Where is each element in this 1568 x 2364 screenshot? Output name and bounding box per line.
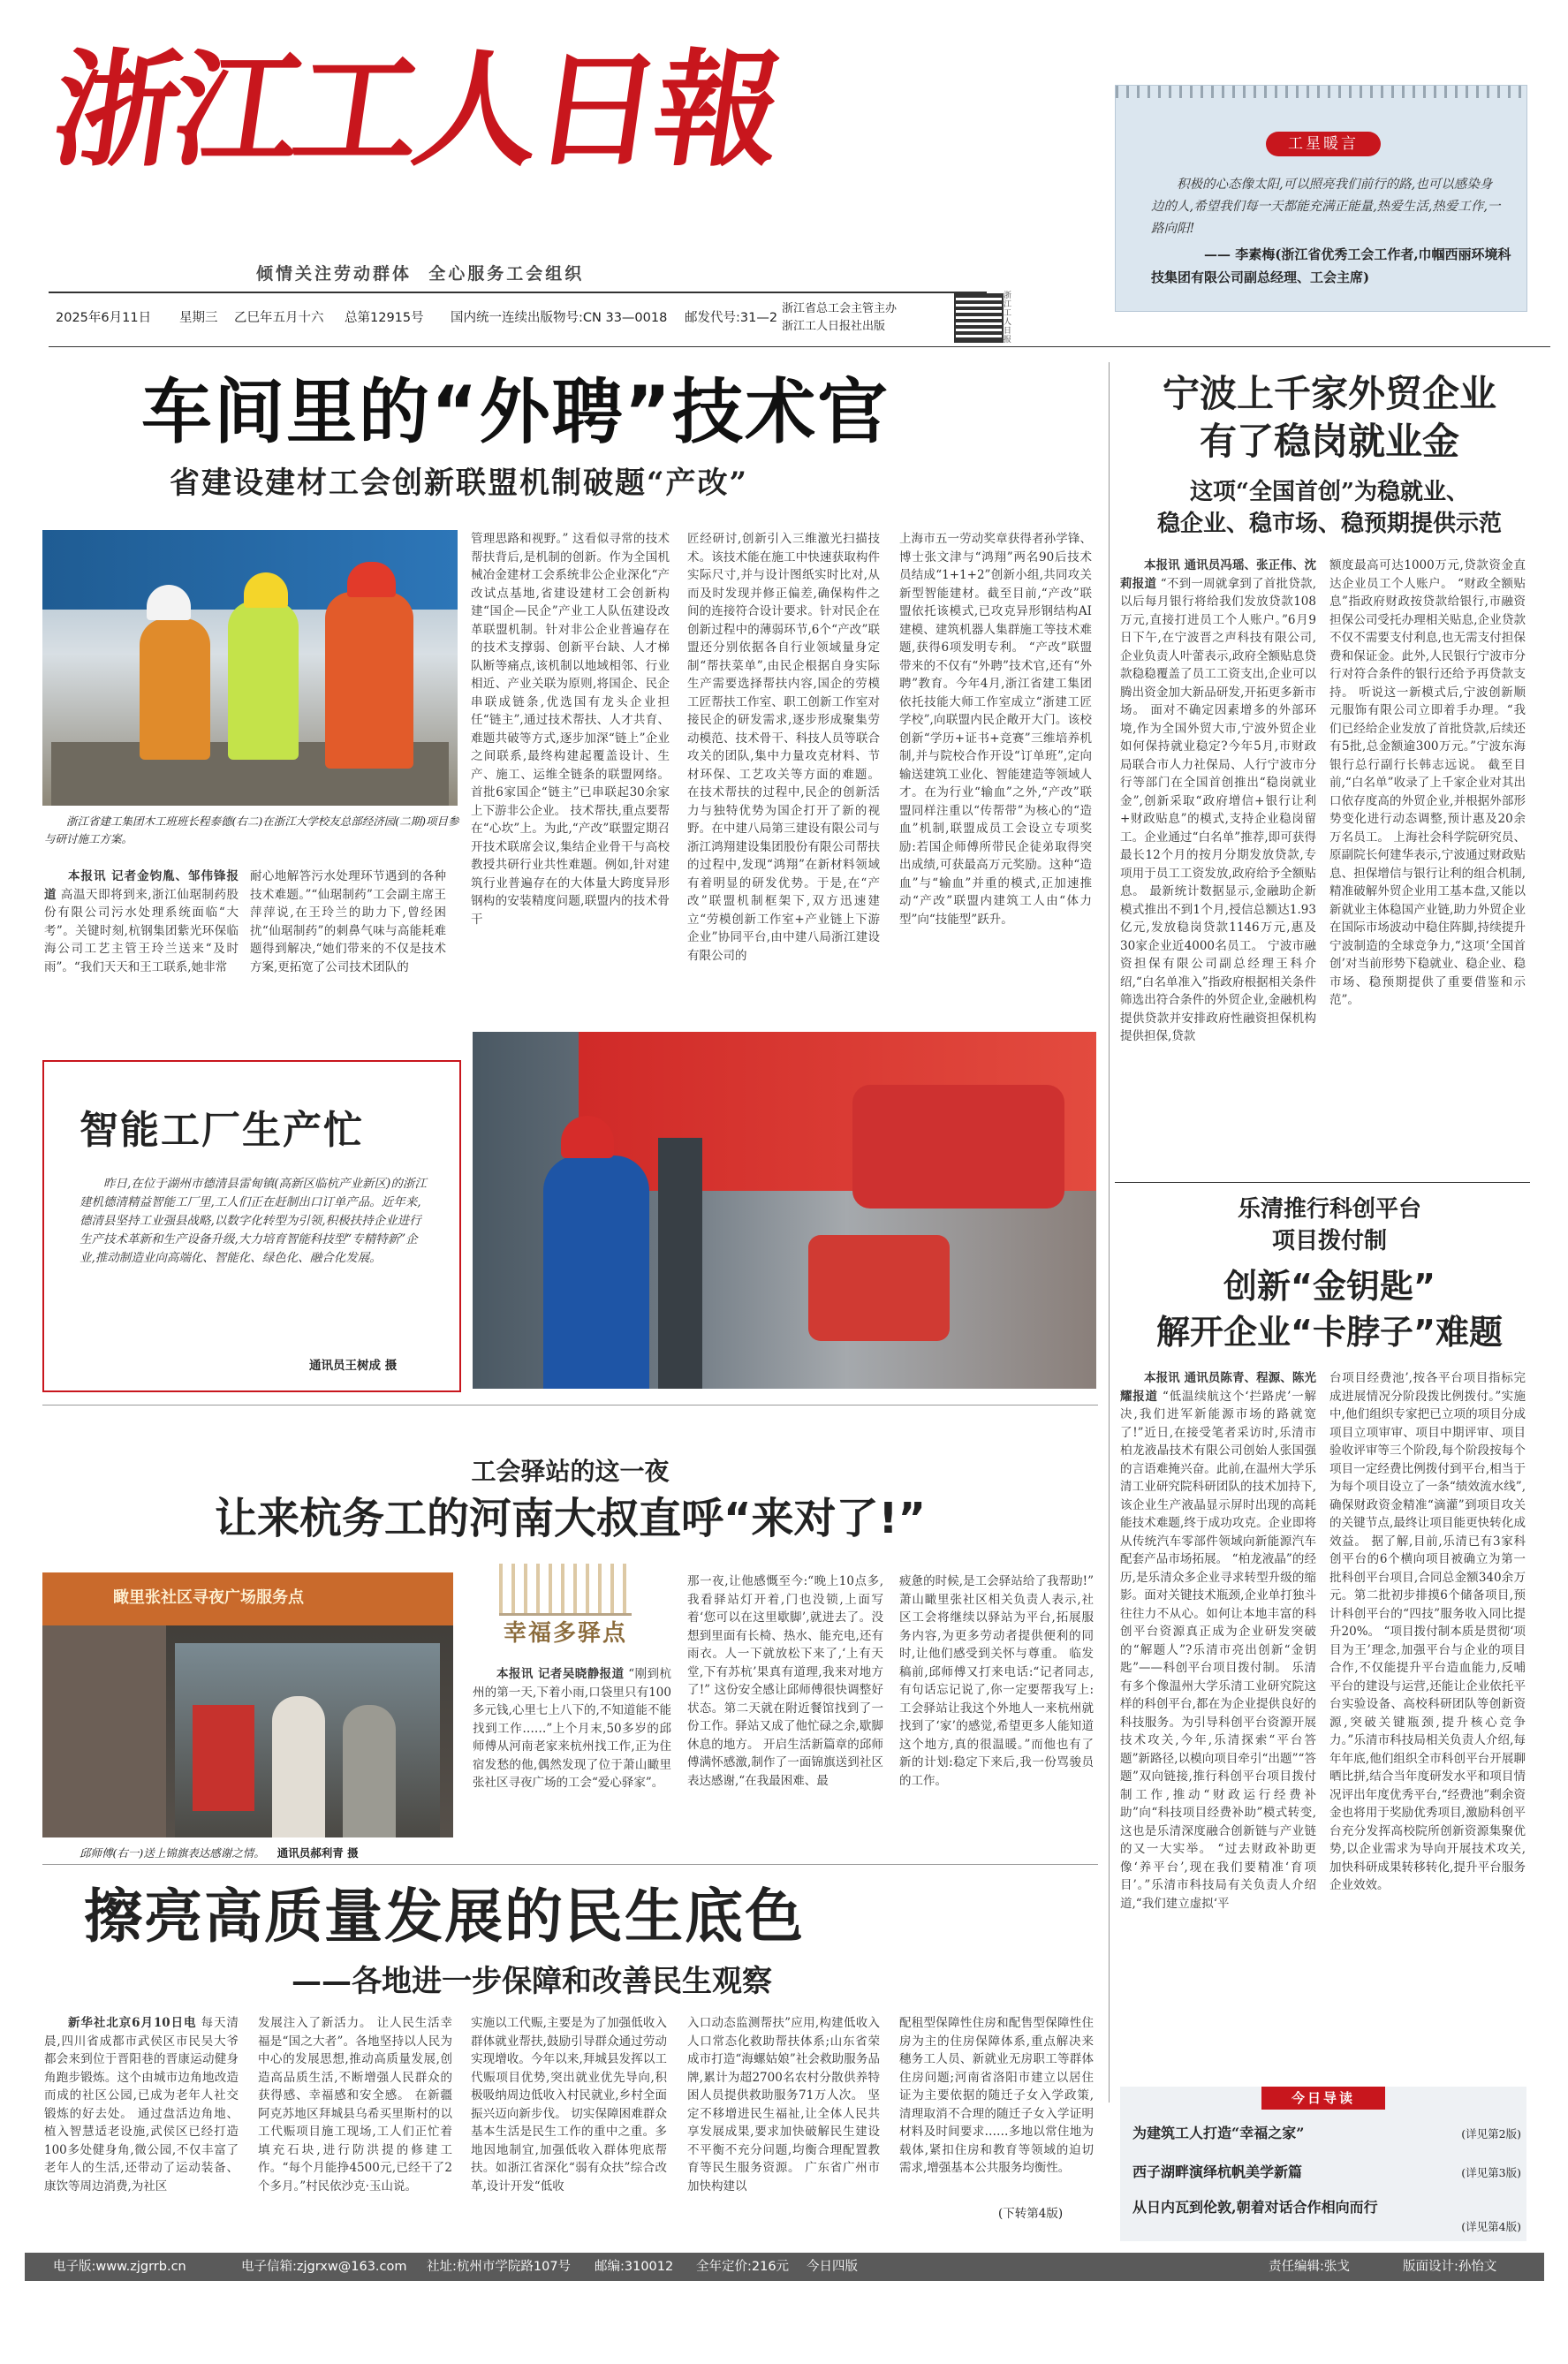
index-header: 今日导读	[1261, 2087, 1385, 2110]
leqing-headline-1: 创新“金钥匙”	[1223, 1267, 1435, 1306]
henan-kicker: 工会驿站的这一夜	[471, 1457, 670, 1486]
leqing-headline-2: 解开企业“卡脖子”难题	[1156, 1313, 1503, 1352]
lead-col-1: 本报讯 记者金钧胤、邹伟锋报道 高温天即将到来,浙江仙琚制药股份有限公司污水处理系统面临“大考”。关键时刻,杭钢集团紫光环保临海公司工艺主管王玲兰送来“及时雨”。“我们天天和王工联系,她非常	[44, 869, 239, 974]
issue-weekday: 星期三	[179, 311, 218, 325]
lead-headline: 车间里的“外聘”技术官	[141, 371, 890, 453]
factory-box	[42, 1060, 461, 1392]
ningbo-subhead-1: 这项“全国首创”为稳就业、	[1190, 479, 1469, 505]
henan-col-2: 那一夜,让他感慨至今:“晚上10点多,我看驿站灯开着,门也没锁,上面写着‘您可以在这里歇脚’,就进去了。没想到里面有长椅、热水、能充电,还有雨衣。人一下就放松下来了,‘上有天堂,下有苏杭’果真有道理,我来对地方了!” 这份安全感让邱师傅很快调整好状态。第二天就在附近餐馆找到了一份工作。驿站又成了他忙碌之余,歇脚休息的地方。 开启生活新篇章的邱师傅满怀感激,制作了一面锦旗送到社区表达感谢,“在我最困难、最	[687, 1574, 883, 1788]
issue-lunar: 乙巳年五月十六	[234, 311, 324, 325]
minsheng-col-3: 实施以工代赈,主要是为了加强低收入群体就业帮扶,鼓励引导群众通过劳动实现增收。今年以来,拜城县发挥以工代赈项目优势,突出就业优先导向,积极吸纳周边低收入村民就业,乡村全面振兴迈向新步伐。 切实保障困难群众基本生活是民生工作的重中之重。多地因地制宜,加强低收入群体兜底帮扶。如浙江省深化“弱有众扶”综合改革,设计开发“低收	[471, 2016, 667, 2194]
lead-subhead: 省建设建材工会创新联盟机制破题“产改”	[170, 466, 749, 501]
masthead-slogan: 倾情关注劳动群体 全心服务工会组织	[256, 264, 585, 284]
minsheng-col-5: 配租型保障性住房和配售型保障性住房为主的住房保障体系,重点解决来穗务工人员、新就业无房职工等群体住房问题;河南省洛阳市建立以居住证为主要依据的随迁子女入学政策,清理取消不合理的随迁子女入学证明材料及时间要求……多地以常住地为载体,紧扣住房和教育等领域的迫切需求,增强基本公共服务均衡性。	[899, 2016, 1094, 2175]
ningbo-subhead-2: 稳企业、稳市场、稳预期提供示范	[1156, 511, 1502, 537]
footer-designer: 版面设计:孙怡文	[1403, 2260, 1497, 2274]
henan-photo	[42, 1572, 453, 1837]
sidebar-badge: 工星暖言	[1266, 132, 1381, 156]
issue-number: 总第12915号	[345, 311, 424, 325]
lead-col-4: 匠经研讨,创新引入三维激光扫描技术。该技术能在施工中快速获取构件实际尺寸,并与设计图纸实时比对,从而及时发现并修正偏差,确保构件之间的连接符合设计要求。针对民企在创新过程中的薄弱环节,6个“产改”联盟还分别依据各自行业领域量身定制“帮扶菜单”,由民企根据自身实际生产需要选择帮扶内容,国企的劳模工匠帮扶工作室、职工创新工作室对接民企的研发需求,逐步形成聚集劳动模范、技术骨干、科技人员等联合攻关的团队,集中力量攻克材料、节材环保、工艺攻关等方面的难题。 在技术帮扶的过程中,民企的创新活力与独特优势为国企打开了新的视野。在中建八局第三建设有限公司与浙江鸿翔建设集团股份有限公司帮扶的过程中,发现“鸿翔”在新材料领域有着明显的研发优势。于是,在“产改”联盟机制框架下,双方迅速建立“劳模创新工作室+产业链上下游企业”协同平台,由中建八局浙江建设有限公司的	[687, 532, 880, 963]
ningbo-headline-2: 有了稳岗就业金	[1199, 420, 1459, 463]
qr-code[interactable]	[954, 293, 1004, 343]
factory-photo	[473, 1032, 1096, 1389]
sidebar-quote	[1115, 85, 1527, 312]
publisher-host: 浙江省总工会主管主办	[782, 302, 898, 315]
footer-postcode: 邮编:310012	[595, 2260, 674, 2274]
qr-label: 浙江工人日报	[1004, 292, 1012, 345]
leqing-col-1: 本报讯 通讯员陈青、程源、陈光耀报道 “低温续航这个‘拦路虎’一解决,我们进军新能源市场的路就宽了!”近日,在接受笔者采访时,乐清市柏龙液晶技术有限公司创始人张国强的言语难掩兴奋。此前,在温州大学乐清工业研究院科研团队的技术加持下,该企业生产液晶显示屏时出现的高耗能技术难题,终于成功攻克。企业即将从传统汽车零部件领域向新能源汽车配套产品市场拓展。 “柏龙液晶”的经历,是乐清众多企业寻求转型升级的缩影。面对关键技术瓶颈,企业单打独斗往往力不从心。如何让本地丰富的科创平台资源真正成为企业研发突破的“解题人”?乐清市亮出创新“金钥匙”——科创平台项目拨付制。 乐清有多个像温州大学乐清工业研究院这样的科创平台,都在为企业提供良好的科技服务。为引导科创平台资源开展技术攻关,今年,乐清探索“平台答题”新路径,以模向项目牵引“出题”“答题”双向链接,推行科创平台项目拨付制工作,推动“财政运行经费补助”向“科技项目经费补助”模式转变,这也是乐清深度融合创新链与产业链的又一大实举。 “过去财政补助更像‘养平台’,现在我们要精准‘育项目’。”乐清市科技局有关负责人介绍道,“我们建立虚拟‘平	[1120, 1371, 1316, 1911]
lead-col-5: 上海市五一劳动奖章获得者孙学锋、博士张文津与“鸿翔”两名90后技术员结成“1+1+2”创新小组,共同攻关新型智能建材。截至目前,“产改”联盟依托该模式,已攻克异形钢结构AI建模、建筑机器人集群施工等技术难题,获得6项发明专利。 “产改”联盟带来的不仅有“外聘”技术官,还有“外聘”教育。今年4月,浙江省建工集团依托技能大师工作室成立“浙建工匠学校”,向联盟内民企敞开大门。该校创新“学历+证书+竞赛”三维培养机制,并与院校合作开设“订单班”,定向输送建筑工业化、智能建造等领域人才。在为行业“输血”之外,“产改”联盟同样注重以“传帮带”为核心的“造血”机制,联盟成员工会设立专项奖励:若国企师傅所带民企徒弟取得突出成绩,可获最高万元奖励。这种“造血”与“输血”并重的模式,正加速推动“产改”联盟内建筑工人由“体力型”向“技能型”跃升。	[899, 532, 1092, 927]
factory-text: 昨日,在位于湖州市德清县雷甸镇(高新区临杭产业新区)的浙江建机德清精益智能工厂里,工人们正在赶制出口订单产品。近年来,德清县坚持工业强县战略,以数字化转型为引领,积极扶持企业进行生产技术革新和生产设备升级,大力培育智能科技型“专精特新”企业,推动制造业向高端化、智能化、绿色化、融合化发展。	[80, 1177, 427, 1265]
sidebar-quote-text: 积极的心态像太阳,可以照亮我们前行的路,也可以感染身边的人,希望我们每一天都能充满正能量,热爱生活,热爱工作,一路向阳!	[1151, 178, 1501, 236]
lead-col-2: 耐心地解答污水处理环节遇到的各种技术难题。”“仙琚制药”工会副主席王萍萍说,在王玲兰的助力下,曾经困扰“仙琚制药”的刺鼻气味与高能耗难题得到解决,“她们带来的不仅是技术方案,更拓宽了公司技术团队的	[250, 869, 446, 974]
sidebar-quote-attribution: —— 李素梅(浙江省优秀工会工作者,巾帼西丽环境科技集团有限公司副总经理、工会主席)	[1151, 246, 1511, 285]
henan-col-1: 本报讯 记者吴晓静报道 “刚到杭州的第一天,下着小雨,口袋里只有100多元钱,心里七上八下的,不知道能不能找到工作……”上个月末,50多岁的邱师傅从河南老家来杭州找工作,正为住宿发愁的他,偶然发现了位于萧山瞰里张社区寻夜广场的工会“爱心驿家”。	[473, 1667, 671, 1790]
lead-photo	[42, 530, 458, 806]
notebook-rings	[1116, 86, 1526, 98]
issue-date: 2025年6月11日	[56, 311, 152, 325]
publisher-org: 浙江工人日报社出版	[782, 320, 886, 333]
ningbo-col-1: 本报讯 通讯员冯瑶、张正伟、沈莉报道 “不到一周就拿到了首批贷款,以后每月银行将给我们发放贷款108万元,直接打进员工个人账户。”6月9日下午,在宁波晋之声科技有限公司,企业负责人叶蕾表示,政府全额贴息贷款稳稳覆盖了员工工资支出,企业可以腾出资金加大新品研发,开拓更多新市场。 面对不确定因素增多的外部环境,作为全国外贸大市,宁波外贸企业如何保持就业稳定?今年5月,市财政局联合市人力社保局、人行宁波市分行等部门在全国首创推出“稳岗就业金”,创新采取“政府增信+银行让利+财政贴息”的模式,支持企业稳岗留工。企业通过“白名单”推荐,即可获得最长12个月的按月分期发放贷款,专项用于员工工资发放,政府给予全额贴息。 最新统计数据显示,金融助企新模式推出不到1个月,授信总额达1.93亿元,发放稳岗贷款1146万元,惠及30家企业近4000名员工。 宁波市融资担保有限公司副总经理王科介绍,“白名单准入”指政府根据相关条件筛选出符合条件的外贸企业,金融机构提供贷款并安排政府性融资担保机构提供担保,贷款	[1120, 558, 1316, 1043]
footer-email[interactable]: 电子信箱:zjgrxw@163.com	[241, 2260, 407, 2274]
masthead-title: 浙江工人日報	[44, 37, 786, 184]
henan-photo-sign: 瞰里张社区寻夜广场服务点	[113, 1588, 304, 1607]
lead-photo-caption: 浙江省建工集团木工班班长程泰德(右二)在浙江大学校友总部经济园(二期)项目参与研讨施工方案。	[44, 815, 459, 845]
minsheng-headline: 擦亮高质量发展的民生底色	[84, 1883, 805, 1951]
leqing-kicker-1: 乐清推行科创平台	[1237, 1196, 1421, 1223]
leqing-col-2: 台项目经费池’,按各平台项目指标完成进展情况分阶段拨比例拨付。”实施中,他们组织专家把已立项的项目分成项目立项审审、项目中期评审、项目验收评审等三个阶段,每个阶段按每个项目一定经费比例拨付到平台,相当于为每个项目设立了一条“绩效流水线”,确保财政资金精准“滴灌”到项目攻关的关键节点,最终让项目能更快转化成效益。 据了解,目前,乐清已有3家科创平台的6个横向项目被确立为第一批科创平台项目,合同总金额340余万元。第二批初步排摸6个储备项目,预计科创平台的“四技”服务收入同比提升20%。 “项目拨付制本质是贯彻‘项目为王’理念,加强平台与企业的项目合作,不仅能提升平台造血能力,反哺平台的建设与运营,还能让企业依托平台实验设备、高校科研团队等创新资源,突破关键瓶颈,提升核心竞争力。”乐清市科技局相关负责人介绍,每年年底,他们组织全市科创平台开展聊晒比拼,结合当年度研发水平和项目情况评出年度优秀平台,“经费池”剩余资金也将用于奖励优秀项目,激励科创平台充分发挥高校院所创新资源集聚优势,以企业需求为导向开展技术攻关,加快科研成果转移转化,提升平台服务企业效效。	[1329, 1371, 1526, 1892]
date-bar	[49, 300, 987, 345]
henan-logo-text: 幸福多驿点	[503, 1620, 627, 1647]
lead-col-3: 管理思路和视野。” 这看似寻常的技术帮扶背后,是机制的创新。作为全国机械冶金建材工会系统非公企业深化“产改试点基地,省建设建材工会创新构建“国企—民企”产业工人队伍建设改革联盟机制。针对非公企业普遍存在的技术支撑弱、创新平台缺、人才梯队断等痛点,该机制以地域相邻、行业相近、产业关联为原则,将国企、民企串联成链条,优选国有龙头企业担任“链主”,通过技术帮扶、人才共育、难题共破等方式,逐步加深“链上”企业之间联系,最终构建起覆盖设计、生产、施工、运维全链条的联盟网络。首批6家国企“链主”已串联起30余家上下游非公企业。 技术帮扶,重点要帮在“心坎”上。为此,“产改”联盟定期召开技术联席会议,集结企业骨干与高校教授共研行业共性难题。例如,针对建筑行业普遍存在的大体量大跨度异形钢构的安装精度问题,联盟内的技术骨干	[471, 532, 670, 927]
minsheng-col-2: 发展注入了新活力。 让人民生活幸福是“国之大者”。各地坚持以人民为中心的发展思想,推动高质量发展,创造高品质生活,不断增强人民群众的获得感、幸福感和安全感。 在新疆阿克苏地区拜城县乌希买里斯村的以工代赈项目施工现场,工人们正忙着填充石块,进行防洪提的修建工作。“每个月能挣4500元,已经干了2个多月。”村民依沙克·玉山说。	[258, 2016, 452, 2194]
footer-editor: 责任编辑:张戈	[1269, 2260, 1350, 2274]
index-item[interactable]: 从日内瓦到伦敦,朝着对话合作相向而行 (详见第4版)	[1132, 2199, 1521, 2233]
issue-cn: 国内统一连续出版物号:CN 33—0018	[451, 311, 668, 325]
minsheng-subhead: ——各地进一步保障和改善民生观察	[292, 1964, 772, 1999]
henan-photo-caption: 邱师傅(右一)送上锦旗表达感谢之情。 通讯员郝利青 摄	[80, 1846, 359, 1860]
minsheng-col-4: 入口动态监测帮扶”应用,构建低收入人口常态化救助帮扶体系;山东省荣成市打造“海螺姑娘”社会救助服务品牌,累计为超2700名农村分散供养特困人员提供救助服务71万人次。 坚定不移增进民生福祉,让全体人民共享发展成果,要求加快破解民生建设不平衡不充分问题,均衡合理配置教育等民生服务资源。 广东省广州市加快构建以	[687, 2016, 880, 2194]
issue-postal: 邮发代号:31—2	[685, 311, 778, 325]
henan-col-3: 疲惫的时候,是工会驿站给了我帮助!” 萧山瞰里张社区相关负责人表示,社区工会将继续以驿站为平台,拓展服务内容,为更多劳动者提供便利的同时,让他们感受到关怀与尊重。 临发稿前,邱师傅又打来电话:“记者同志,有句话忘记说了,你一定要帮我写上:工会驿站让我这个外地人一来杭州就找到了‘家’的感觉,希望更多人能知道这个地方,真的很温暖。”而他也有了新的计划:稳定下来后,我一份骂骏员的工作。	[899, 1574, 1094, 1788]
ningbo-headline-1: 宁波上千家外贸企业	[1162, 372, 1496, 415]
footer-bar	[25, 2253, 1544, 2281]
ningbo-col-2: 额度最高可达1000万元,贷款资金直达企业员工个人账户。 “财政全额贴息”指政府财政按贷款给银行,市融资担保公司受托办理相关贴息,企业贷款不仅不需要支付利息,也无需支付担保费和保证金。此外,人民银行宁波市分行对符合条件的银行还给予再贷款支持。 听说这一新模式后,宁波创新顺元服饰有限公司立即着手办理。“我们已经给企业发放了首批贷款,后续还有5批,总金额逾300万元。”宁波东海银行总行副行长韩志远说。 截至目前,“白名单”收录了上千家企业对其出口依存度高的外贸企业,并根据外部形势变化进行动态调整,预计惠及20余万名员工。 上海社会科学院研究员、原副院长何建华表示,宁波通过财政贴息、担保增信与银行让利的组合机制,精准破解外贸企业用工基本盘,又能以新就业主体稳国产业链,助力外贸企业在国际市场波动中稳住阵脚,持续提升宁波制造的全球竞争力,“这项‘全国首创’对当前形势下稳就业、稳企业、稳市场、稳预期提供了重要借鉴和示范”。	[1329, 558, 1526, 1007]
index-item[interactable]: 为建筑工人打造“幸福之家” (详见第2版)	[1132, 2125, 1521, 2141]
footer-pages: 今日四版	[807, 2260, 858, 2274]
factory-credit: 通讯员王树成 摄	[309, 1359, 398, 1373]
minsheng-continued[interactable]: (下转第4版)	[998, 2207, 1064, 2221]
henan-logo	[473, 1564, 658, 1652]
footer-address: 社址:杭州市学院路107号	[427, 2260, 572, 2274]
minsheng-col-1: 新华社北京6月10日电 每天清晨,四川省成都市武侯区市民吴大爷都会来到位于晋阳巷的晋康运动健身角跑步锻炼。这个由城市边角地改造而成的社区公园,已成为老年人社交锻炼的好去处。 通过盘活边角地、植入智慧适老设施,武侯区已经打造100多处健身角,微公园,不仅丰富了老年人的生活,还带动了运动装备、康饮等周边消费,为社区	[44, 2016, 239, 2194]
footer-price: 全年定价:216元	[696, 2260, 790, 2274]
factory-title: 智能工厂生产忙	[80, 1108, 364, 1153]
leqing-kicker-2: 项目拨付制	[1271, 1228, 1387, 1254]
henan-headline: 让来杭务工的河南大叔直呼“来对了!”	[215, 1494, 926, 1543]
index-box	[1120, 2087, 1526, 2241]
footer-website[interactable]: 电子版:www.zjgrrb.cn	[53, 2260, 186, 2274]
index-item[interactable]: 西子湖畔演绎杭帆美学新篇 (详见第3版)	[1132, 2163, 1521, 2180]
